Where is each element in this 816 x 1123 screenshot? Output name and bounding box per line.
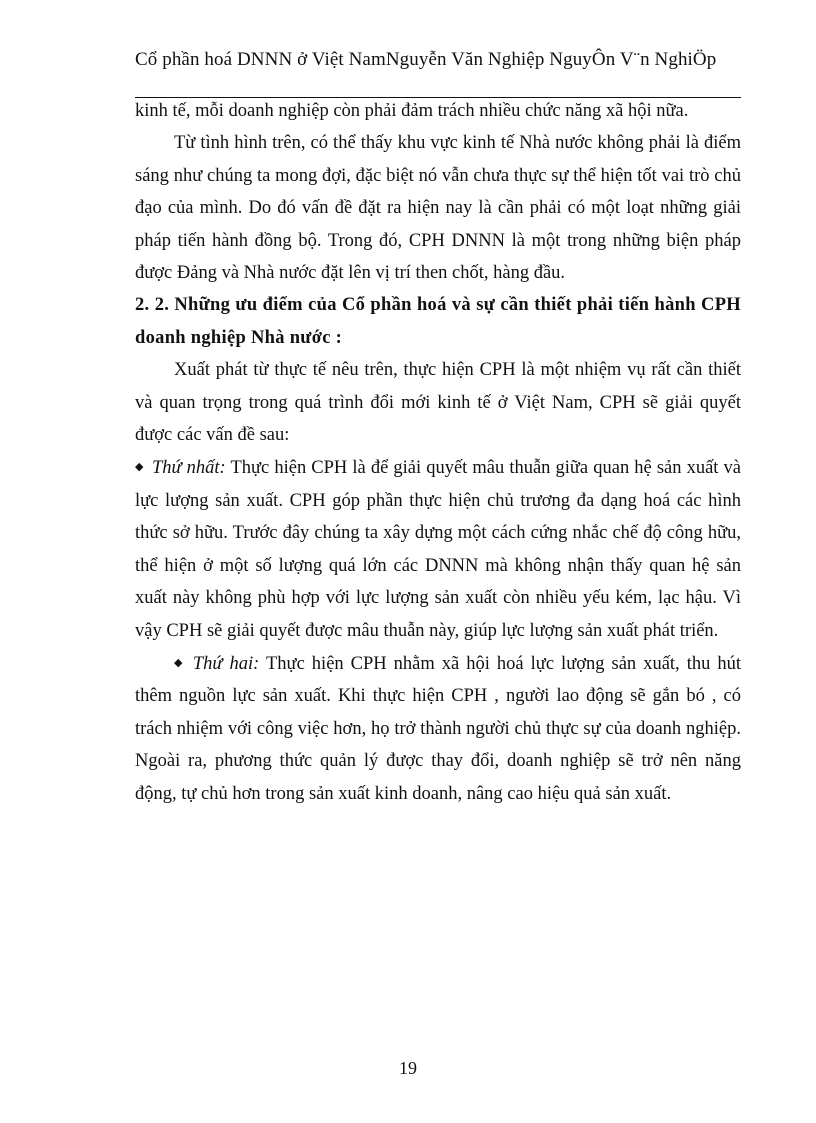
bullet-item-second [135, 647, 741, 810]
page-number: 19 [399, 1058, 417, 1078]
paragraph-intro: Xuất phát từ thực tế nêu trên, thực hiện CPH là một nhiệm vụ rất cần thiết và quan trọng trong quá trình đổi mới kinh tế ở Việt Nam, CPH sẽ giải quyết được các vấn đề sau: [135, 360, 741, 446]
bullet-text-first: Thực hiện CPH là để giải quyết mâu thuẫn giữa quan hệ sản xuất và lực lượng sản xuất. CPH góp phần thực hiện chủ trương đa dạng hoá các hình thức sở hữu. Trước đây chúng ta xây dựng một cách cứng nhắc chế độ công hữu, thể hiện ở một số lượng quá lớn các DNNN mà không nhận thấy quan hệ sản xuất này không phù hợp với lực lượng sản xuất còn nhiều yếu kém, lạc hậu. Vì vậy CPH sẽ giải quyết được mâu thuẫn này, giúp lực lượng sản xuất phát triển. [135, 458, 741, 641]
bullet-label-second: Thứ hai: [192, 653, 260, 674]
bullet-label-first: Thứ nhất: [151, 458, 226, 479]
section-heading: 2. 2. Những ưu điểm của Cổ phần hoá và sự cần thiết phải tiến hành CPH doanh nghiệp Nhà nước : [135, 295, 741, 348]
diamond-bullet-icon: ◆ [135, 461, 144, 474]
paragraph-continuation: kinh tế, mỗi doanh nghiệp còn phải đảm trách nhiều chức năng xã hội nữa. [135, 101, 689, 121]
bullet-text-second: Thực hiện CPH nhằm xã hội hoá lực lượng sản xuất, thu hút thêm nguồn lực sản xuất. Khi thực hiện CPH , người lao động sẽ gắn bó , có trách nhiệm với công việc hơn, họ trở thành người chủ thực sự của doanh nghiệp. Ngoài ra, phương thức quản lý được thay đổi, doanh nghiệp sẽ trở nên năng động, tự chủ hơn trong sản xuất kinh doanh, nâng cao hiệu quả sản xuất. [135, 653, 741, 804]
running-header: Cổ phần hoá DNNN ở Việt NamNguyễn Văn Nghiệp NguyÔn V¨n NghiÖp [135, 49, 717, 70]
paragraph-situation: Từ tình hình trên, có thể thấy khu vực kinh tế Nhà nước không phải là điểm sáng như chúng ta mong đợi, đặc biệt nó vẫn chưa thực sự thể hiện tốt vai trò chủ đạo của mình. Do đó vấn đề đặt ra hiện nay là cần phải có một loạt những giải pháp tiến hành đồng bộ. Trong đó, CPH DNNN là một trong những biện pháp được Đảng và Nhà nước đặt lên vị trí then chốt, hàng đầu. [135, 133, 741, 284]
page-body [135, 95, 741, 810]
diamond-bullet-icon: ◆ [174, 656, 185, 669]
bullet-item-first [135, 451, 741, 646]
